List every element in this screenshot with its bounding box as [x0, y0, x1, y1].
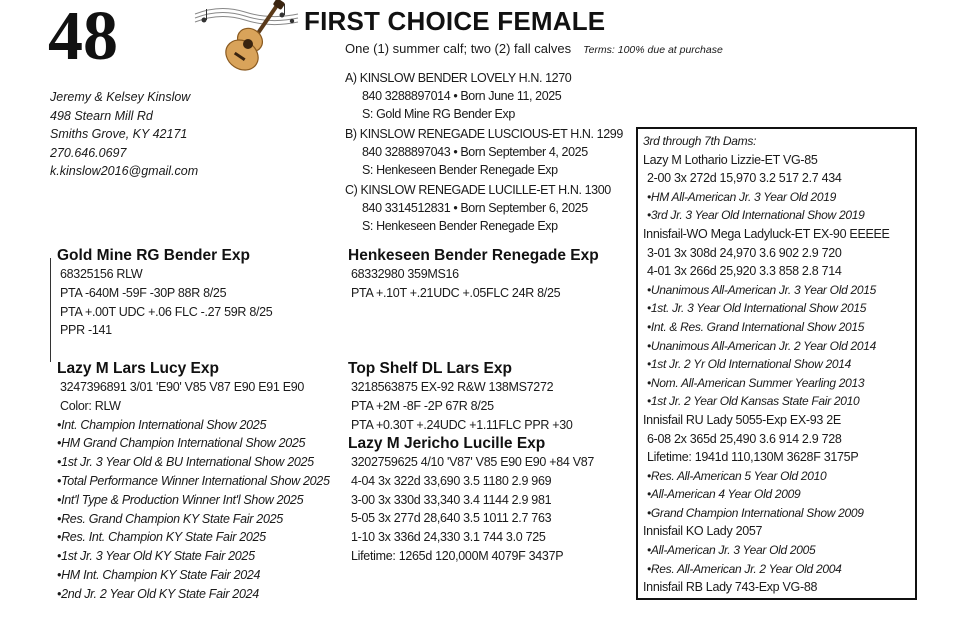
- calf-b-registration: 840 3288897043 • Born September 4, 2025: [362, 145, 588, 159]
- lot-subtitle: [345, 41, 723, 58]
- guitar-icon: [220, 0, 285, 72]
- dam-award: •1st Jr. 3 Year Old KY State Fair 2025: [57, 549, 255, 564]
- dam-record: 4-01 3x 266d 25,920 3.3 858 2.8 714: [647, 264, 842, 279]
- dam-name: Innisfail RU Lady 5055-Exp EX-93 2E: [643, 412, 841, 427]
- dam-award: •Int. & Res. Grand International Show 2015: [647, 319, 865, 334]
- sire-pta-production: PTA +2M -8F -2P 67R 8/25: [351, 398, 494, 413]
- dam-award: •Unanimous All-American Jr. 3 Year Old 2015: [647, 282, 876, 297]
- dam-award: •HM All-American Jr. 3 Year Old 2019: [647, 189, 837, 204]
- dam-award: •1st Jr. 2 Year Old Kansas State Fair 2010: [647, 394, 860, 409]
- calf-a: [345, 69, 571, 123]
- dam-record: 1-10 3x 336d 24,330 3.1 744 3.0 725: [351, 530, 546, 545]
- sire-registration: 3218563875 EX-92 R&W 138MS7272: [351, 380, 554, 394]
- sire-pta-type: PTA +.00T UDC +.06 FLC -.27 59R 8/25: [60, 304, 273, 319]
- calf-a-name: A) KINSLOW BENDER LOVELY H.N. 1270: [345, 71, 572, 85]
- calf-a-registration: 840 3288897014 • Born June 11, 2025: [362, 89, 562, 103]
- dam-name: Lazy M Lothario Lizzie-ET VG-85: [643, 152, 818, 167]
- lot-number: 48: [48, 0, 118, 75]
- dam-award: •1st Jr. 3 Year Old & BU International Show 2025: [57, 455, 314, 470]
- sire-pta: PTA +.10T +.21UDC +.05FLC 24R 8/25: [351, 285, 561, 300]
- dam-registration: 3202759625 4/10 'V87' V85 E90 E90 +84 V87: [351, 455, 595, 469]
- sire-name: Gold Mine RG Bender Exp: [57, 247, 250, 264]
- dam-award: •Res. Int. Champion KY State Fair 2025: [57, 530, 266, 545]
- dam-jericho-lucille: [348, 434, 594, 566]
- sire-registration: 68332980 359MS16: [351, 267, 459, 281]
- dam-name: Innisfail RB Lady 743-Exp VG-88: [643, 580, 818, 595]
- sire-name: Henkeseen Bender Renegade Exp: [348, 247, 599, 264]
- dam-award: •1st. Jr. 3 Year Old International Show 2015: [647, 301, 867, 316]
- dam-lars-lucy: [57, 359, 330, 604]
- calf-b: [345, 125, 623, 179]
- dam-record: 3-01 3x 308d 24,970 3.6 902 2.9 720: [647, 245, 842, 260]
- dam-award: •Total Performance Winner International Show 2025: [57, 473, 330, 488]
- lot-title: FIRST CHOICE FEMALE: [304, 6, 606, 36]
- calf-c-name: C) KINSLOW RENEGADE LUCILLE-ET H.N. 1300: [345, 183, 611, 197]
- sire-top-shelf: [348, 359, 573, 434]
- consignor-email: k.kinslow2016@gmail.com: [50, 164, 199, 178]
- calf-b-name: B) KINSLOW RENEGADE LUSCIOUS-ET H.N. 1299: [345, 127, 623, 141]
- sire-registration: 68325156 RLW: [60, 267, 143, 281]
- dam-name: Innisfail KO Lady 2057: [643, 524, 763, 539]
- sire-pta-production: PTA -640M -59F -30P 88R 8/25: [60, 285, 227, 300]
- dam-name: Lazy M Jericho Lucille Exp: [348, 435, 546, 452]
- consignor-contact: [50, 88, 198, 181]
- dam-record: 6-08 2x 365d 25,490 3.6 914 2.9 728: [647, 431, 842, 446]
- dams-box-heading: 3rd through 7th Dams:: [643, 134, 757, 148]
- terms-text: Terms: 100% due at purchase: [583, 44, 723, 56]
- dam-color: Color: RLW: [60, 398, 121, 413]
- dam-award: •Int. Champion International Show 2025: [57, 417, 267, 432]
- dam-record: 3-00 3x 330d 33,340 3.4 1144 2.9 981: [351, 492, 552, 507]
- dam-award: •HM Grand Champion International Show 2025: [57, 436, 306, 451]
- sire-henkeseen: [348, 246, 599, 303]
- sire-pta-type: PTA +0.30T +.24UDC +1.11FLC PPR +30: [351, 417, 573, 432]
- dam-award: •Res. All-American Jr. 2 Year Old 2004: [647, 561, 842, 576]
- consignor-address-line1: 498 Stearn Mill Rd: [50, 108, 153, 123]
- sire-name: Top Shelf DL Lars Exp: [348, 360, 512, 377]
- calf-c: [345, 181, 611, 235]
- sire-gold-mine: [57, 246, 272, 340]
- dam-award: •Grand Champion International Show 2009: [647, 505, 864, 520]
- dam-award: •Res. Grand Champion KY State Fair 2025: [57, 511, 283, 526]
- calf-c-registration: 840 3314512831 • Born September 6, 2025: [362, 201, 588, 215]
- calf-b-sire: S: Henkeseen Bender Renegade Exp: [362, 163, 558, 177]
- sire-ppr: PPR -141: [60, 323, 112, 338]
- dam-award: •Unanimous All-American Jr. 2 Year Old 2014: [647, 338, 876, 353]
- calf-c-sire: S: Henkeseen Bender Renegade Exp: [362, 219, 558, 233]
- dam-award: •2nd Jr. 2 Year Old KY State Fair 2024: [57, 586, 259, 601]
- dam-award: •1st Jr. 2 Yr Old International Show 2014: [647, 357, 852, 372]
- consignor-name: Jeremy & Kelsey Kinslow: [50, 90, 191, 104]
- pedigree-connector: [50, 258, 51, 362]
- consignor-address-line2: Smiths Grove, KY 42171: [50, 127, 188, 141]
- dam-name: Innisfail-WO Mega Ladyluck-ET EX-90 EEEEE: [643, 226, 890, 241]
- dam-award: •3rd Jr. 3 Year Old International Show 2019: [647, 208, 865, 223]
- calf-a-sire: S: Gold Mine RG Bender Exp: [362, 107, 515, 121]
- dam-award: •All-American Jr. 3 Year Old 2005: [647, 543, 816, 558]
- dam-award: •Int'l Type & Production Winner Int'l Show 2025: [57, 492, 304, 507]
- consignor-phone: 270.646.0697: [50, 145, 127, 160]
- dams-box-content: [643, 132, 890, 597]
- dam-record: 2-00 3x 272d 15,970 3.2 517 2.7 434: [647, 171, 842, 186]
- dam-registration: 3247396891 3/01 'E90' V85 V87 E90 E91 E90: [60, 380, 305, 394]
- offering-description: One (1) summer calf; two (2) fall calves: [345, 41, 572, 56]
- guitar-music-graphic: [190, 0, 300, 72]
- dam-record: 4-04 3x 322d 33,690 3.5 1180 2.9 969: [351, 473, 552, 488]
- dam-award: •Nom. All-American Summer Yearling 2013: [647, 375, 865, 390]
- dam-award: •HM Int. Champion KY State Fair 2024: [57, 567, 261, 582]
- dam-record: 5-05 3x 277d 28,640 3.5 1011 2.7 763: [351, 511, 552, 526]
- dam-award: •All-American 4 Year Old 2009: [647, 487, 801, 502]
- dam-name: Lazy M Lars Lucy Exp: [57, 360, 219, 377]
- dam-lifetime: Lifetime: 1265d 120,000M 4079F 3437P: [351, 548, 564, 563]
- dam-award: •Res. All-American 5 Year Old 2010: [647, 468, 827, 483]
- dam-lifetime: Lifetime: 1941d 110,130M 3628F 3175P: [647, 450, 859, 465]
